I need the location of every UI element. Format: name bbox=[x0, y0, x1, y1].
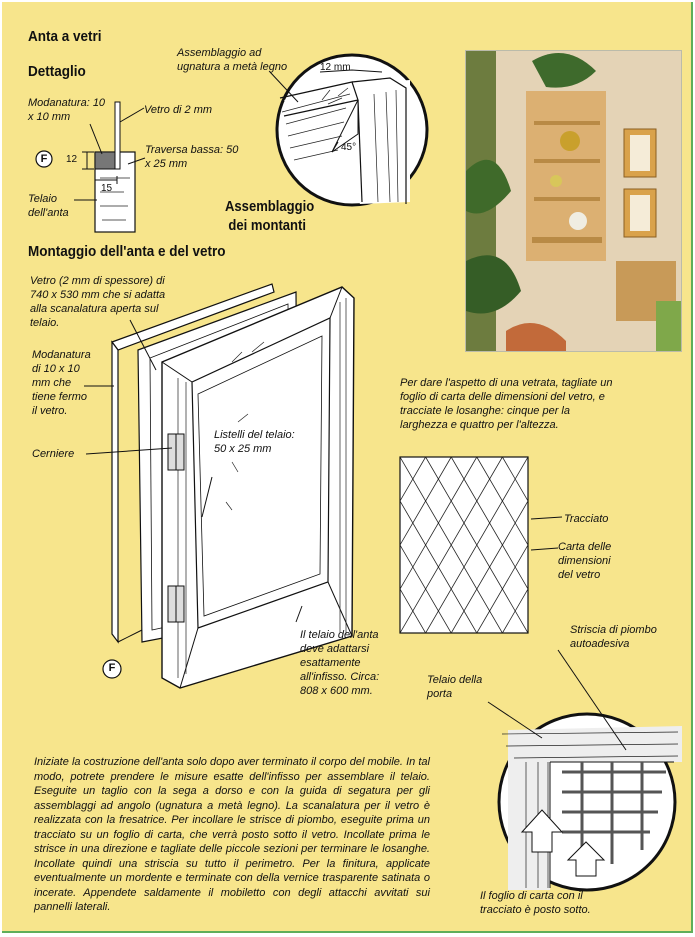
miter-joint-drawing bbox=[270, 55, 427, 205]
door-frame-label: Telaio della porta bbox=[427, 674, 483, 700]
marker-f-assembly: F bbox=[108, 662, 116, 674]
miter-dim: 12 mm bbox=[320, 62, 351, 73]
body-text: Iniziate la costruzione dell'anta solo dopo aver terminato il corpo del mobile. In tal modo, potrete prendere le misure esatte dell'infisso per assemblare il telaio. Eseguite un taglio con la sega a dorso e con la guida di segatura per gli assemblaggi ad angolo (ugnatura a metà legno). La scanalatura per il vetro è realizzata con la fresatrice. Per incollare le strisce di piombo, eseguite prima un tracciato su un foglio di carta, che verrà posto sotto il vetro. Incollate prima le strisce in una direzione e tagliate delle piccole sezioni per terminare le losanghe. Incollate quindi una striscia su tutto il perimetro. Per la finitura, applicate eventualmente un mordente e terminate con della vernice trasparente satinata o incerate. Appendete saldamente il mobiletto con degli attacchi avvitati sui pannelli laterali. bbox=[34, 756, 430, 913]
detail-rail-label: Traversa bassa: 50 x 25 mm bbox=[145, 144, 239, 170]
cabinet-photo-drawing bbox=[466, 51, 682, 352]
assembly-glass-label: Vetro (2 mm di spessore) di 740 x 530 mm che si adatta alla scanalatura aperta sul telaio. bbox=[30, 275, 166, 329]
lead-strip-drawing bbox=[488, 650, 682, 890]
marker-f-detail: F bbox=[40, 153, 48, 165]
detail-frame-label: Telaio dell'anta bbox=[28, 193, 69, 219]
lead-caption: Il foglio di carta con il tracciato è posto sotto. bbox=[480, 890, 591, 916]
cabinet-photo bbox=[465, 50, 682, 352]
miter-label: Assemblaggio ad ugnatura a metà legno bbox=[177, 47, 288, 73]
pattern-intro: Per dare l'aspetto di una vetrata, tagliate un foglio di carta delle dimensioni del vetro, e tracciate le losanghe: cinque per la larghezza e quattro per l'altezza. bbox=[400, 377, 613, 431]
detail-heading: Dettaglio bbox=[28, 63, 86, 80]
assembly-battens-label: Listelli del telaio: 50 x 25 mm bbox=[212, 426, 300, 458]
assembly-heading: Montaggio dell'anta e del vetro bbox=[28, 243, 226, 260]
page bbox=[2, 2, 693, 933]
assembly-frame-note: Il telaio dell'anta deve adattarsi esattamente all'infisso. Circa: 808 x 600 mm. bbox=[300, 629, 380, 697]
detail-molding-label: Modanatura: 10 x 10 mm bbox=[28, 97, 106, 123]
assembly-molding-label: Modanatura di 10 x 10 mm che tiene fermo il vetro. bbox=[32, 349, 91, 417]
detail-glass-label: Vetro di 2 mm bbox=[144, 104, 213, 116]
dimension-12: 12 bbox=[66, 154, 78, 165]
miter-angle: 45° bbox=[341, 142, 357, 153]
pattern-paper-label: Carta delle dimensioni del vetro bbox=[558, 541, 612, 581]
dimension-15: 15 bbox=[101, 183, 113, 194]
page-title: Anta a vetri bbox=[28, 28, 102, 45]
lead-strip-label: Striscia di piombo autoadesiva bbox=[570, 624, 657, 650]
miter-caption: Assemblaggio dei montanti bbox=[225, 199, 315, 234]
pattern-traced-label: Tracciato bbox=[564, 513, 609, 525]
assembly-hinges-label: Cerniere bbox=[32, 448, 75, 460]
